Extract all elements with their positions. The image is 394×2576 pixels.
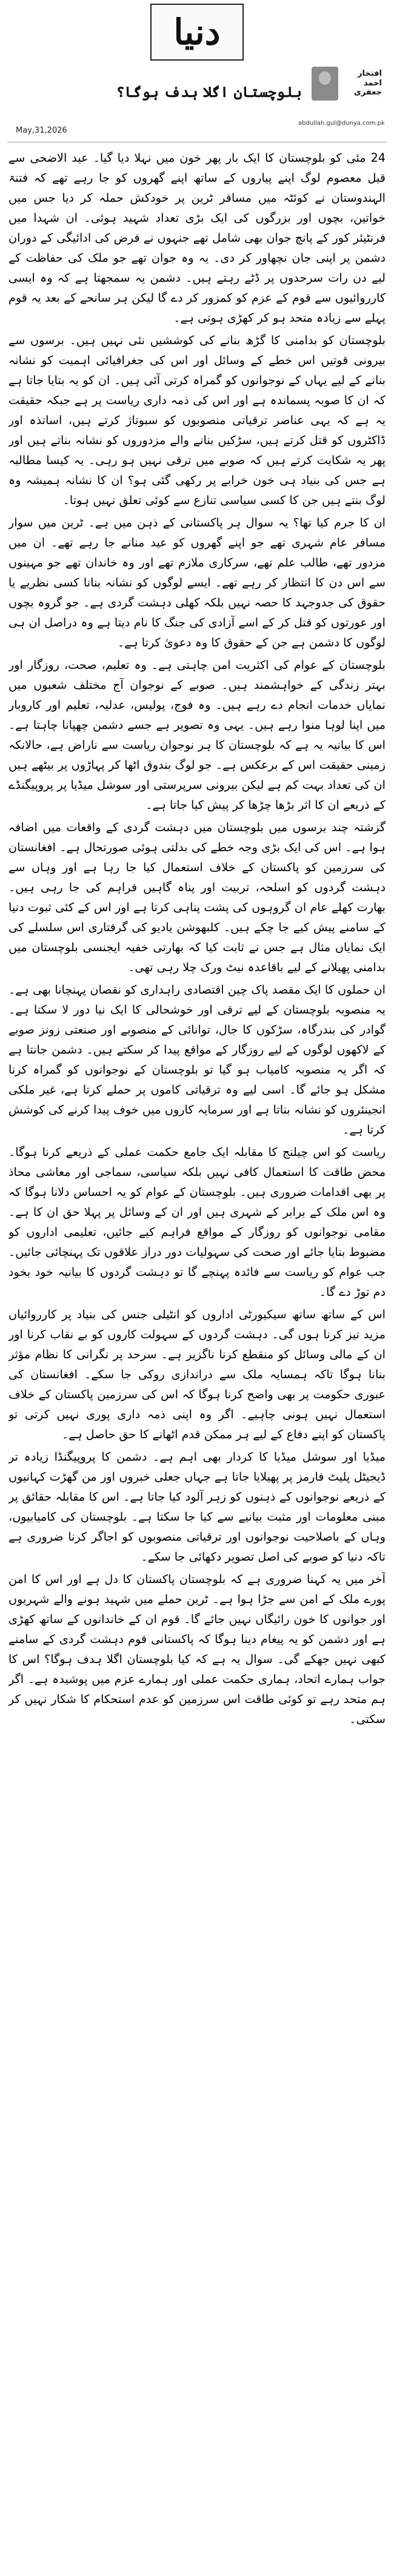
article-paragraph: ان کا جرم کیا تھا؟ یہ سوال ہر پاکستانی کے ذہن میں ہے۔ ٹرین میں سوار مسافر عام شہری تھے جو اپنے گھروں کو عید منانے جا رہے تھے۔ ان میں مزدور تھے، طالب علم تھے، سرکاری ملازم تھے اور وہ خاندان تھے جو مہینوں سے اس دن کا انتظار کر رہے تھے۔ ایسے لوگوں کو نشانہ بنانا کسی نظریے یا حقوق کی جدوجہد کا حصہ نہیں بلکہ کھلی دہشت گردی ہے۔ جو گروہ بچوں اور عورتوں کو قتل کر کے اسے آزادی کی جنگ کا نام دیتا ہے وہ دراصل ان ہی لوگوں کا دشمن ہے جن کے حقوق کا وہ دعویٰ کرتا ہے۔ (8, 516, 386, 649)
logo-text: دنیا (173, 12, 221, 53)
author-name: افتخار احمد جعفری (353, 69, 382, 98)
masthead (109, 2, 285, 62)
article-paragraph: 24 مئی کو بلوچستان کا ایک بار پھر خون میں نہلا دیا گیا۔ عید الاضحی سے قبل معصوم لوگ اپنے پیاروں کے ساتھ اپنے گھروں کو جا رہے تھے کہ فتنۃ الہندوستان نے کوئٹہ میں مسافر ٹرین پر خودکش حملہ کر دیا جس میں خواتین، بچوں اور بزرگوں کی ایک بڑی تعداد شہید ہوئی۔ ان شہدا میں فرنٹیئر کور کے پانچ جوان بھی شامل تھے جنہوں نے فرض کی ادائیگی کے دوران دشمن پر اپنی جان نچھاور کر دی۔ یہ وہ جوان تھے جو ملک کی حفاظت کے لیے دن رات سرحدوں پر ڈٹے رہتے ہیں۔ دشمن یہ سمجھتا ہے کہ وہ ایسی کارروائیوں سے قوم کے عزم کو کمزور کر دے گا لیکن ہر سانحے کے بعد یہ قوم پہلے سے زیادہ متحد ہو کر کھڑی ہوتی ہے۔ (8, 151, 386, 325)
author-email: abdullah.gul@dunya.com.pk (298, 120, 385, 127)
article-paragraph: آخر میں یہ کہنا ضروری ہے کہ بلوچستان پاکستان کا دل ہے اور اس کا امن پورے ملک کے امن سے جڑا ہوا ہے۔ ٹرین حملے میں شہید ہونے والے شہریوں اور جوانوں کا خون رائیگاں نہیں جائے گا۔ قوم ان کے خاندانوں کے ساتھ کھڑی ہے اور دشمن کو یہ پیغام دینا ہوگا کہ پاکستانی قوم دہشت گردی کے سامنے کبھی نہیں جھکے گی۔ سوال یہ ہے کہ کیا بلوچستان اگلا ہدف ہوگا؟ اس کا جواب ہمارے اتحاد، ہماری حکمت عملی اور ہمارے عزم میں پوشیدہ ہے۔ اگر ہم متحد رہے تو کوئی طاقت اس سرزمین کو عدم استحکام کا شکار نہیں کر سکتی۔ (8, 1572, 386, 1726)
column-headline: بلوچستان اگلا ہدف ہوگا؟ (116, 83, 302, 101)
article-body (8, 148, 386, 2568)
publish-date: May,31,2026 (16, 126, 67, 135)
dunya-logo (150, 4, 244, 61)
article-paragraph: میڈیا اور سوشل میڈیا کا کردار بھی اہم ہے۔ دشمن کا پروپیگنڈا زیادہ تر ڈیجیٹل پلیٹ فارمز پر پھیلایا جاتا ہے جہاں جعلی خبروں اور من گھڑت کہانیوں کے ذریعے نوجوانوں کے ذہنوں کو زہر آلود کیا جاتا ہے۔ اس کا مقابلہ حقائق پر مبنی معلومات اور مثبت بیانیے سے کیا جا سکتا ہے۔ بلوچستان کی کامیابیوں، وہاں کے باصلاحیت نوجوانوں اور ترقیاتی منصوبوں کو اجاگر کرنا ضروری ہے تاکہ دنیا کو صوبے کی اصل تصویر دکھائی جا سکے۔ (8, 1450, 386, 1564)
article-paragraph: ریاست کو اس چیلنج کا مقابلہ ایک جامع حکمت عملی کے ذریعے کرنا ہوگا۔ محض طاقت کا استعمال کافی نہیں بلکہ سیاسی، سماجی اور معاشی محاذ پر بھی اقدامات ضروری ہیں۔ بلوچستان کے عوام کو یہ احساس دلانا ہوگا کہ وہ اس ملک کے برابر کے شہری ہیں اور ان کے وسائل پر پہلا حق ان کا ہے۔ مقامی نوجوانوں کو روزگار کے مواقع فراہم کیے جائیں، تعلیمی اداروں کو مضبوط بنایا جائے اور صحت کی سہولیات دور دراز علاقوں تک پہنچائی جائیں۔ جب عوام کو ریاست سے فائدہ پہنچے گا تو دہشت گردوں کا بیانیہ خود بخود دم توڑ دے گا۔ (8, 1145, 386, 1299)
article-paragraph: گزشتہ چند برسوں میں بلوچستان میں دہشت گردی کے واقعات میں اضافہ ہوا ہے۔ اس کی ایک بڑی وجہ خطے کی بدلتی ہوئی صورتحال ہے۔ افغانستان کی سرزمین کو پاکستان کے خلاف استعمال کیا جا رہا ہے اور وہاں سے دہشت گردوں کو اسلحہ، تربیت اور پناہ گاہیں فراہم کی جا رہی ہیں۔ بھارت کھلے عام ان گروہوں کی پشت پناہی کرتا ہے اور اس کے کئی ثبوت دنیا کے سامنے پیش کیے جا چکے ہیں۔ کلبھوشن یادیو کی گرفتاری اس سلسلے کی ایک نمایاں مثال ہے جس نے ثابت کیا کہ بھارتی خفیہ ایجنسی بلوچستان میں بدامنی پھیلانے کے لیے باقاعدہ نیٹ ورک چلا رہی تھی۔ (8, 820, 386, 974)
article-paragraph: بلوچستان کو بدامنی کا گڑھ بنانے کی کوششیں نئی نہیں ہیں۔ برسوں سے بیرونی قوتیں اس خطے کے وسائل اور اس کی جغرافیائی اہمیت کو نشانہ بنانے کے لیے یہاں کے نوجوانوں کو گمراہ کرتی آئی ہیں۔ ان کو یہ بتایا جاتا ہے کہ ان کا صوبہ پسماندہ ہے اور اس کی ذمہ داری ریاست پر ہے جبکہ حقیقت یہ ہے کہ یہی عناصر ترقیاتی منصوبوں کو سبوتاژ کرتے ہیں، اساتذہ اور ڈاکٹروں کو قتل کرتے ہیں، سڑکیں بنانے والے مزدوروں کو نشانہ بناتے ہیں اور پھر یہ شکایت کرتے ہیں کہ صوبے میں ترقی نہیں ہو رہی۔ یہ کیسا مطالبہ ہے جس کی بنیاد ہی خون خرابے پر رکھی گئی ہو؟ ان کا نشانہ ہمیشہ وہ لوگ بنتے ہیں جن کا کسی سیاسی تنازع سے کوئی تعلق نہیں ہوتا۔ (8, 333, 386, 507)
article-paragraph: اس کے ساتھ ساتھ سیکیورٹی اداروں کو انٹیلی جنس کی بنیاد پر کارروائیاں مزید تیز کرنا ہوں گی۔ دہشت گردوں کے سہولت کاروں کو بے نقاب کرنا اور ان کے مالی وسائل کو منقطع کرنا ناگزیر ہے۔ سرحد پر نگرانی کا نظام مؤثر بنانا ہوگا تاکہ ہمسایہ ملک سے دراندازی روکی جا سکے۔ افغانستان کی عبوری حکومت پر بھی واضح کرنا ہوگا کہ اس کی سرزمین پاکستان کے خلاف استعمال نہیں ہونی چاہیے۔ اگر وہ اپنی ذمہ داری پوری نہیں کرتی تو پاکستان کو اپنے دفاع کے لیے ہر ممکن قدم اٹھانے کا حق حاصل ہے۔ (8, 1307, 386, 1441)
author-photo (312, 67, 338, 101)
article-paragraph: بلوچستان کے عوام کی اکثریت امن چاہتی ہے۔ وہ تعلیم، صحت، روزگار اور بہتر زندگی کے خواہشمند ہیں۔ صوبے کے نوجوان آج مختلف شعبوں میں نمایاں خدمات انجام دے رہے ہیں۔ وہ فوج، پولیس، عدلیہ، تعلیم اور کاروبار میں اپنا لوہا منوا رہے ہیں۔ یہی وہ تصویر ہے جسے دشمن چھپانا چاہتا ہے۔ اس کا بیانیہ یہ ہے کہ بلوچستان کا ہر نوجوان ریاست سے ناراض ہے، حالانکہ زمینی حقیقت اس کے برعکس ہے۔ جو لوگ بندوق اٹھا کر پہاڑوں پر بیٹھے ہیں ان کی تعداد بہت کم ہے لیکن بیرونی سرپرستی اور سوشل میڈیا پر پروپیگنڈے کے ذریعے ان کا اثر بڑھا چڑھا کر پیش کیا جاتا ہے۔ (8, 658, 386, 812)
column-header (7, 65, 387, 138)
article-paragraph: ان حملوں کا ایک مقصد پاک چین اقتصادی راہداری کو نقصان پہنچانا بھی ہے۔ یہ منصوبہ بلوچستان کے لیے ترقی اور خوشحالی کا ایک نیا دور لا سکتا ہے۔ گوادر کی بندرگاہ، سڑکوں کا جال، توانائی کے منصوبے اور صنعتی زونز صوبے کے لاکھوں لوگوں کے لیے روزگار کے مواقع پیدا کر سکتے ہیں۔ دشمن جانتا ہے کہ اگر یہ منصوبہ کامیاب ہو گیا تو بلوچستان کے نوجوانوں کو گمراہ کرنا مشکل ہو جائے گا۔ اسی لیے وہ ترقیاتی کاموں پر حملے کرتا ہے، غیر ملکی انجینئروں کو نشانہ بناتا ہے اور سرمایہ کاروں میں خوف پیدا کرنے کی کوشش کرتا ہے۔ (8, 983, 386, 1137)
